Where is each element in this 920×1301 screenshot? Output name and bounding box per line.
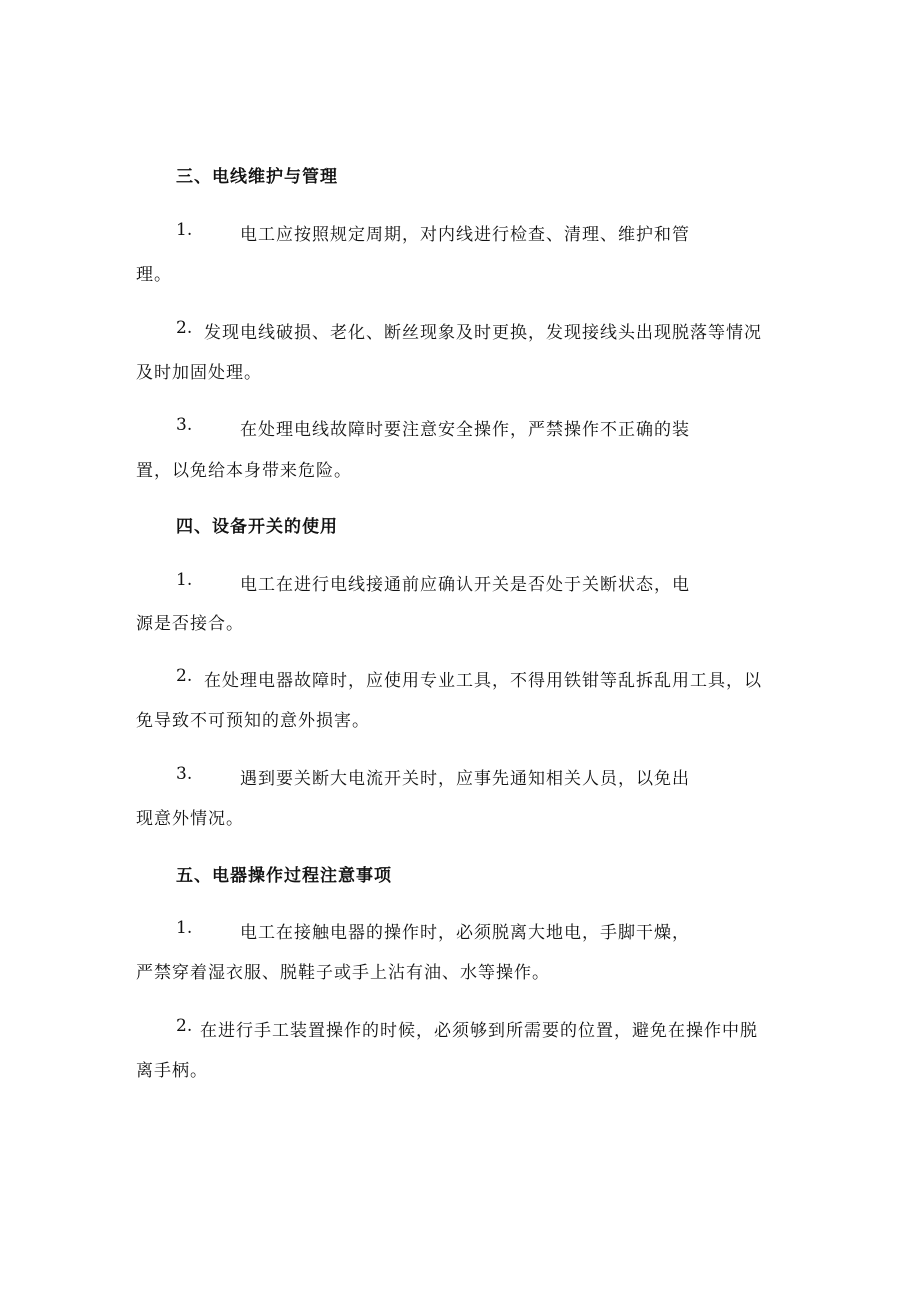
paragraph-line: 在处理电器故障时，应使用专业工具，不得用铁钳等乱拆乱用工具，以 [204, 671, 762, 691]
paragraph-line: 电工在进行电线接通前应确认开关是否处于关断状态，电 [240, 575, 690, 595]
paragraph-line: 在进行手工装置操作的时候，必须够到所需要的位置，避免在操作中脱 [200, 1021, 758, 1041]
paragraph-line: 遇到要关断大电流开关时，应事先通知相关人员，以免出 [240, 769, 690, 789]
item-number: 1. [176, 918, 193, 938]
item-number: 2. [176, 318, 193, 338]
section-heading: 四、设备开关的使用 [176, 517, 338, 537]
section-heading: 三、电线维护与管理 [176, 167, 338, 187]
paragraph-line: 在处理电线故障时要注意安全操作，严禁操作不正确的装 [240, 420, 690, 440]
item-number: 3. [176, 415, 193, 435]
paragraph-line: 电工在接触电器的操作时，必须脱离大地电，手脚干燥， [240, 923, 690, 943]
paragraph-line: 严禁穿着湿衣服、脱鞋子或手上沾有油、水等操作。 [136, 963, 550, 983]
paragraph-line: 发现电线破损、老化、断丝现象及时更换，发现接线头出现脱落等情况 [204, 323, 762, 343]
item-number: 3. [176, 764, 193, 784]
item-number: 1. [176, 570, 193, 590]
paragraph-line: 源是否接合。 [136, 614, 244, 634]
paragraph-line: 免导致不可预知的意外损害。 [136, 711, 370, 731]
paragraph-line: 及时加固处理。 [136, 363, 262, 383]
paragraph-line: 电工应按照规定周期，对内线进行检查、清理、维护和管 [240, 225, 690, 245]
section-heading: 五、电器操作过程注意事项 [176, 866, 392, 886]
item-number: 2. [176, 1016, 193, 1036]
paragraph-line: 置，以免给本身带来危险。 [136, 461, 352, 481]
paragraph-line: 理。 [136, 265, 172, 285]
paragraph-line: 离手柄。 [136, 1061, 208, 1081]
item-number: 2. [176, 666, 193, 686]
paragraph-line: 现意外情况。 [136, 809, 244, 829]
item-number: 1. [176, 220, 193, 240]
